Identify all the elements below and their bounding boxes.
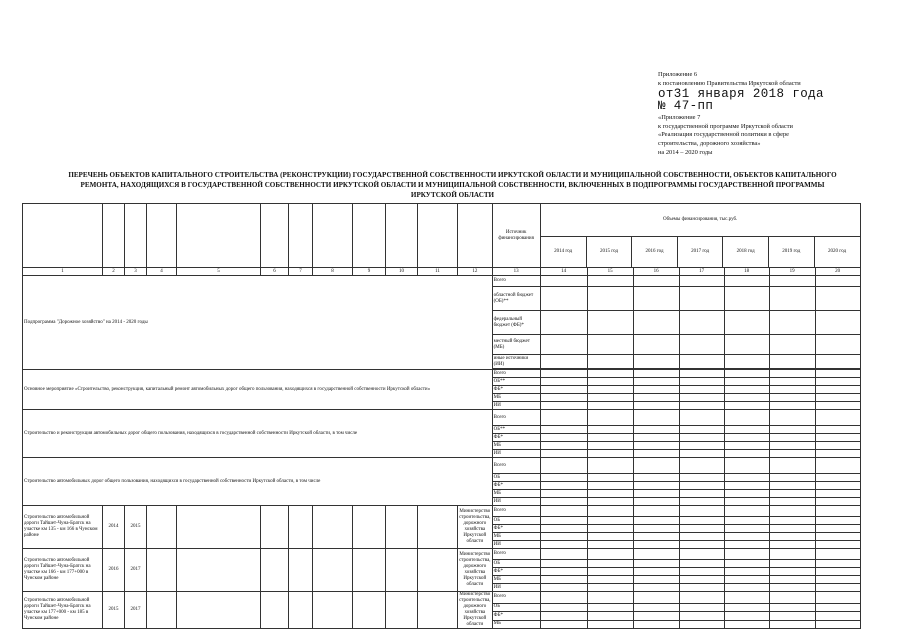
object-end-year: 2017 <box>125 592 147 629</box>
object-end-year: 2015 <box>125 506 147 549</box>
source-ob: ОБ <box>492 474 540 482</box>
source-mb: МБ <box>492 394 540 402</box>
table-row <box>23 410 861 426</box>
year-2016: 2016 год <box>632 236 678 267</box>
year-2018: 2018 год <box>723 236 769 267</box>
source-local: местный бюджет (МБ) <box>492 335 540 355</box>
program-name-2: строительства, дорожного хозяйства» <box>658 139 761 147</box>
resolution-reference: к постановлению Правительства Иркутской области <box>658 79 801 87</box>
col-num-14: 14 <box>540 268 587 276</box>
column-number-row <box>23 268 861 276</box>
program-reference: к государственной программе Иркутской области <box>658 122 793 130</box>
source-mb: МБ <box>492 620 540 628</box>
source-ii: ИИ <box>492 450 540 458</box>
col-num-17: 17 <box>679 268 724 276</box>
object-agency: Министерство строительства, дорожного хозяйства Иркутской области <box>458 506 493 549</box>
source-other: иные источники (ИИ) <box>492 355 540 369</box>
col-num-20: 20 <box>815 268 860 276</box>
source-ob: ОБ <box>492 517 540 525</box>
col-num-2: 2 <box>103 268 125 276</box>
year-2014: 2014 год <box>541 236 587 267</box>
object-agency: Министерство строительства, дорожного хозяйства Иркутской области <box>459 592 491 627</box>
funding-source-header: Источник финансирования <box>492 204 540 268</box>
source-fb: ФБ* <box>492 612 540 620</box>
source-mb: МБ <box>492 576 540 584</box>
source-ob: ОБ** <box>492 378 540 386</box>
source-mb: МБ <box>492 533 540 541</box>
source-total: Всего <box>492 592 540 604</box>
title-line-3: ИРКУТСКОЙ ОБЛАСТИ <box>410 191 495 199</box>
title-line-1: ПЕРЕЧЕНЬ ОБЪЕКТОВ КАПИТАЛЬНОГО СТРОИТЕЛЬСТВА (РЕКОНСТРУКЦИИ) ГОСУДАРСТВЕННОЙ СОБСТВЕННОСТИ ИРКУТСКОЙ ОБЛАСТИ И МУНИЦИПАЛЬНОЙ СОБСТВЕННОСТИ, ОБЪЕКТОВ КАПИТАЛЬНОГО <box>68 171 837 179</box>
object-start-year: 2015 <box>103 592 125 629</box>
source-ii: ИИ <box>492 584 540 592</box>
program-name-1: «Реализация государственной политики в сфере <box>658 131 789 139</box>
object-name: Строительство автомобильной дороги Тайшет-Чуна-Братск на участке км 166 - км 177+000 в Чунском районе <box>23 549 103 592</box>
subprogram-label: Подпрограмма "Дорожное хозяйство" на 2014 - 2020 годы <box>23 276 493 370</box>
source-fb: ФБ* <box>492 386 540 394</box>
year-2015: 2015 год <box>586 236 632 267</box>
table-row <box>23 549 861 560</box>
object-agency: Министерство строительства, дорожного хозяйства Иркутской области <box>458 549 493 592</box>
source-total: Всего <box>492 276 540 287</box>
col-num-15: 15 <box>587 268 633 276</box>
program-period: на 2014 – 2020 годы <box>658 148 713 156</box>
appendix-number: Приложение 6 <box>658 71 698 78</box>
source-federal: федеральный бюджет (ФБ)* <box>492 311 540 335</box>
object-name: Строительство автомобильной дороги Тайшет-Чуна-Братск на участке км 135 - км 166 в Чунском районе <box>23 506 103 549</box>
handwritten-number: № 47-пп <box>658 100 714 113</box>
objects-table <box>22 203 861 629</box>
col-num-9: 9 <box>353 268 386 276</box>
object-end-year: 2017 <box>125 549 147 592</box>
source-total: Всего <box>492 410 540 426</box>
col-num-13: 13 <box>492 268 540 276</box>
col-num-19: 19 <box>769 268 815 276</box>
col-num-12: 12 <box>458 268 493 276</box>
col-num-6: 6 <box>261 268 289 276</box>
roads-label: Строительство автомобильных дорог общего пользования, находящихся в государственной собственности Иркутской области, в том числе <box>23 458 493 506</box>
source-fb: ФБ* <box>492 434 540 442</box>
source-total: Всего <box>492 370 540 378</box>
col-num-3: 3 <box>125 268 147 276</box>
col-num-10: 10 <box>386 268 418 276</box>
year-2020: 2020 год <box>828 248 847 254</box>
object-name: Строительство автомобильной дороги Тайшет-Чуна-Братск на участке км 177+000 - км 185 в Чунском районе <box>23 592 103 629</box>
source-regional: областной бюджет (ОБ)** <box>492 287 540 311</box>
construction-label: Строительство и реконструкция автомобильных дорог общего пользования, находящихся в государственной собственности Иркутской области, в том числе <box>23 410 493 458</box>
source-mb: МБ <box>492 442 540 450</box>
source-fb: ФБ* <box>492 568 540 576</box>
source-ob: ОБ <box>492 603 540 611</box>
program-appendix-label: «Приложение 7 <box>658 114 701 122</box>
col-num-5: 5 <box>177 268 261 276</box>
object-start-year: 2014 <box>103 506 125 549</box>
year-2019: 2019 год <box>768 236 814 267</box>
table-row <box>23 592 861 604</box>
col-num-4: 4 <box>147 268 177 276</box>
source-ii: ИИ <box>492 498 540 506</box>
source-ob: ОБ** <box>492 426 540 434</box>
col-num-1: 1 <box>23 268 103 276</box>
col-num-7: 7 <box>289 268 313 276</box>
source-ob: ОБ <box>492 560 540 568</box>
col-num-18: 18 <box>724 268 769 276</box>
source-total: Всего <box>492 506 540 517</box>
source-total: Всего <box>492 458 540 474</box>
table-row <box>23 370 861 378</box>
year-2017: 2017 год <box>677 236 723 267</box>
page-title <box>4 170 901 200</box>
source-fb: ФБ* <box>492 525 540 533</box>
handwritten-date: от31 января 2018 года <box>658 88 824 101</box>
table-header-row <box>23 204 861 268</box>
col-num-16: 16 <box>633 268 679 276</box>
table-row <box>23 276 861 287</box>
table-row <box>23 458 861 474</box>
volume-header: Объемы финансирования, тыс.руб. <box>541 204 860 236</box>
title-line-2: РЕМОНТА, НАХОДЯЩИХСЯ В ГОСУДАРСТВЕННОЙ СОБСТВЕННОСТИ ИРКУТСКОЙ ОБЛАСТИ И МУНИЦИПАЛЬНОЙ СОБСТВЕННОСТИ, ВКЛЮЧЕННЫХ В ПОДПРОГРАММЫ ГОСУДАРСТВЕННОЙ ПРОГРАММЫ <box>80 181 825 189</box>
col-num-11: 11 <box>418 268 458 276</box>
col-num-8: 8 <box>313 268 353 276</box>
main-event-label: Основное мероприятие «Строительство, реконструкция, капитальный ремонт автомобильных дорог общего пользования, находящихся в государственной собственности Иркутской области» <box>23 370 493 410</box>
source-total: Всего <box>492 549 540 560</box>
source-ii: ИИ <box>492 541 540 549</box>
object-start-year: 2016 <box>103 549 125 592</box>
appendix-header <box>658 71 898 157</box>
source-ii: ИИ <box>492 402 540 410</box>
source-mb: МБ <box>492 490 540 498</box>
source-fb: ФБ* <box>492 482 540 490</box>
table-row <box>23 506 861 517</box>
